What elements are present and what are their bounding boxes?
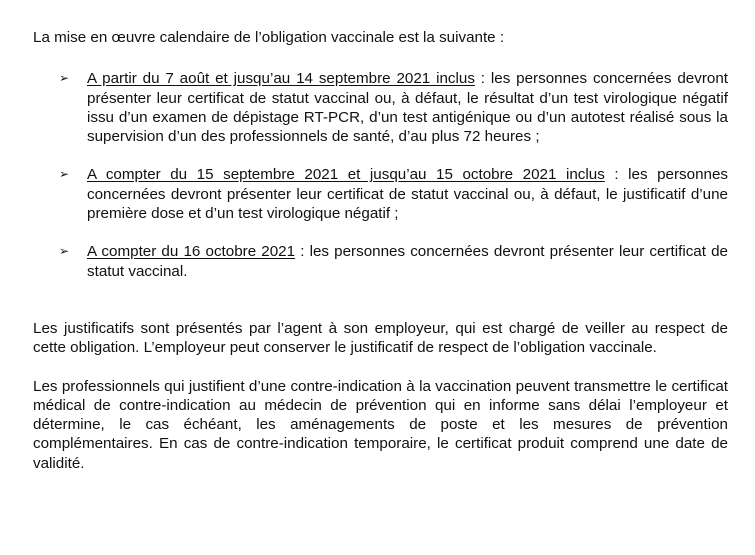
contraindication-paragraph: Les professionnels qui justifient d’une contre-indication à la vaccination peuvent transmettre le certificat médical de contre-indication au médecin de prévention qui en informe sans délai l’employeur et détermine, le cas échéant, les aménagements de poste et les mesures de prévention complémentaires. En cas de contre-indication temporaire, le certificat produit comprend une date de validité. <box>33 377 728 472</box>
schedule-item-2 <box>33 165 728 223</box>
intro-text: La mise en œuvre calendaire de l’obligation vaccinale est la suivante : <box>33 29 505 46</box>
schedule-item-text: : les personnes concernées devront présenter leur certificat de statut vaccinal. <box>87 243 729 280</box>
justification-paragraph: Les justificatifs sont présentés par l’agent à son employeur, qui est chargé de veiller au respect de cette obligation. L’employeur peut conserver le justificatif de respect de l’obligation vaccinale. <box>33 319 728 357</box>
schedule-item-3 <box>33 242 728 281</box>
arrow-bullet-icon: ➢ <box>59 71 70 86</box>
schedule-item-1 <box>33 69 728 146</box>
schedule-item-text: : les personnes concernées devront présenter leur certificat de statut vaccinal ou, à défaut, le justificatif d’une première dose et d’un test virologique négatif ; <box>87 166 729 223</box>
document-page <box>33 28 728 473</box>
schedule-item-text: : les personnes concernées devront présenter leur certificat de statut vaccinal ou, à défaut, le résultat d’un test virologique négatif issu d’un examen de dépistage RT-PCR, d’un test antigénique ou d’un autotest réalisé sous la supervision d’un des professionnels de santé, d’au plus 72 heures ; <box>87 70 728 146</box>
schedule-item-period: A compter du 15 septembre 2021 et jusqu’au 15 octobre 2021 inclus <box>87 166 605 184</box>
schedule-list <box>33 69 728 281</box>
arrow-bullet-icon: ➢ <box>59 167 70 182</box>
schedule-item-period: A partir du 7 août et jusqu’au 14 septembre 2021 inclus <box>87 70 475 88</box>
arrow-bullet-icon: ➢ <box>59 244 70 259</box>
schedule-item-period: A compter du 16 octobre 2021 <box>87 243 296 261</box>
